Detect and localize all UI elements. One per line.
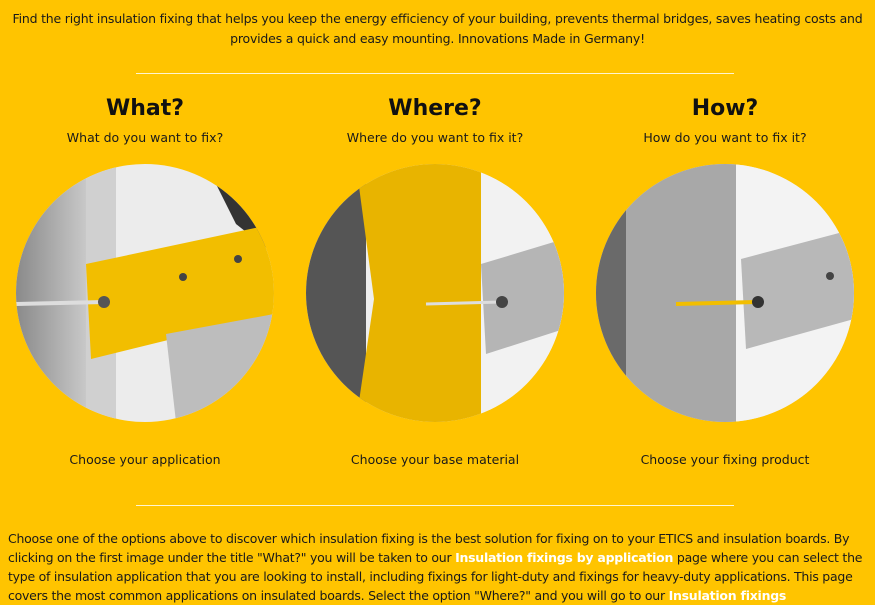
paragraph-text: Choose one of the options above to discover which insulation fixing is the best solution for fixing on to your ETICS and insulation boards. By clicking on the first image under the title "What?" you will be taken to our — [8, 531, 850, 565]
choose-application-link[interactable]: Choose your application — [69, 452, 221, 467]
fixing-product-image[interactable] — [596, 164, 854, 422]
column-how — [580, 92, 870, 467]
divider — [136, 505, 734, 506]
column-what — [0, 92, 290, 467]
insulation-fixings-link[interactable]: Insulation fixings — [668, 588, 787, 603]
description-paragraph — [8, 529, 868, 605]
column-where — [290, 92, 580, 467]
divider — [136, 73, 734, 74]
column-title: How? — [691, 96, 759, 121]
intro-text: Find the right insulation fixing that helps you keep the energy efficiency of your building, prevents thermal bridges, saves heating costs and provides a quick and easy mounting. Innovations Made in Germany! — [12, 11, 863, 46]
column-title: What? — [105, 96, 185, 121]
choose-base-material-link[interactable]: Choose your base material — [350, 452, 520, 467]
paragraph-text: page where you can select the type of insulation application that you are looking to install, including fixings for light-duty and fixings for heavy-duty applications. This page covers the most common applications on insulated boards. Select the option "Where?" and you will go to our — [8, 550, 863, 603]
column-title: Where? — [388, 96, 482, 121]
base-material-image[interactable] — [306, 164, 564, 422]
insulation-fixings-by-application-link[interactable]: Insulation fixings by application — [455, 550, 674, 565]
column-question: How do you want to fix it? — [643, 130, 807, 145]
choose-fixing-product-link[interactable]: Choose your fixing product — [640, 452, 810, 467]
application-image[interactable] — [16, 164, 274, 422]
column-question: What do you want to fix? — [66, 130, 224, 145]
column-question: Where do you want to fix it? — [346, 130, 524, 145]
